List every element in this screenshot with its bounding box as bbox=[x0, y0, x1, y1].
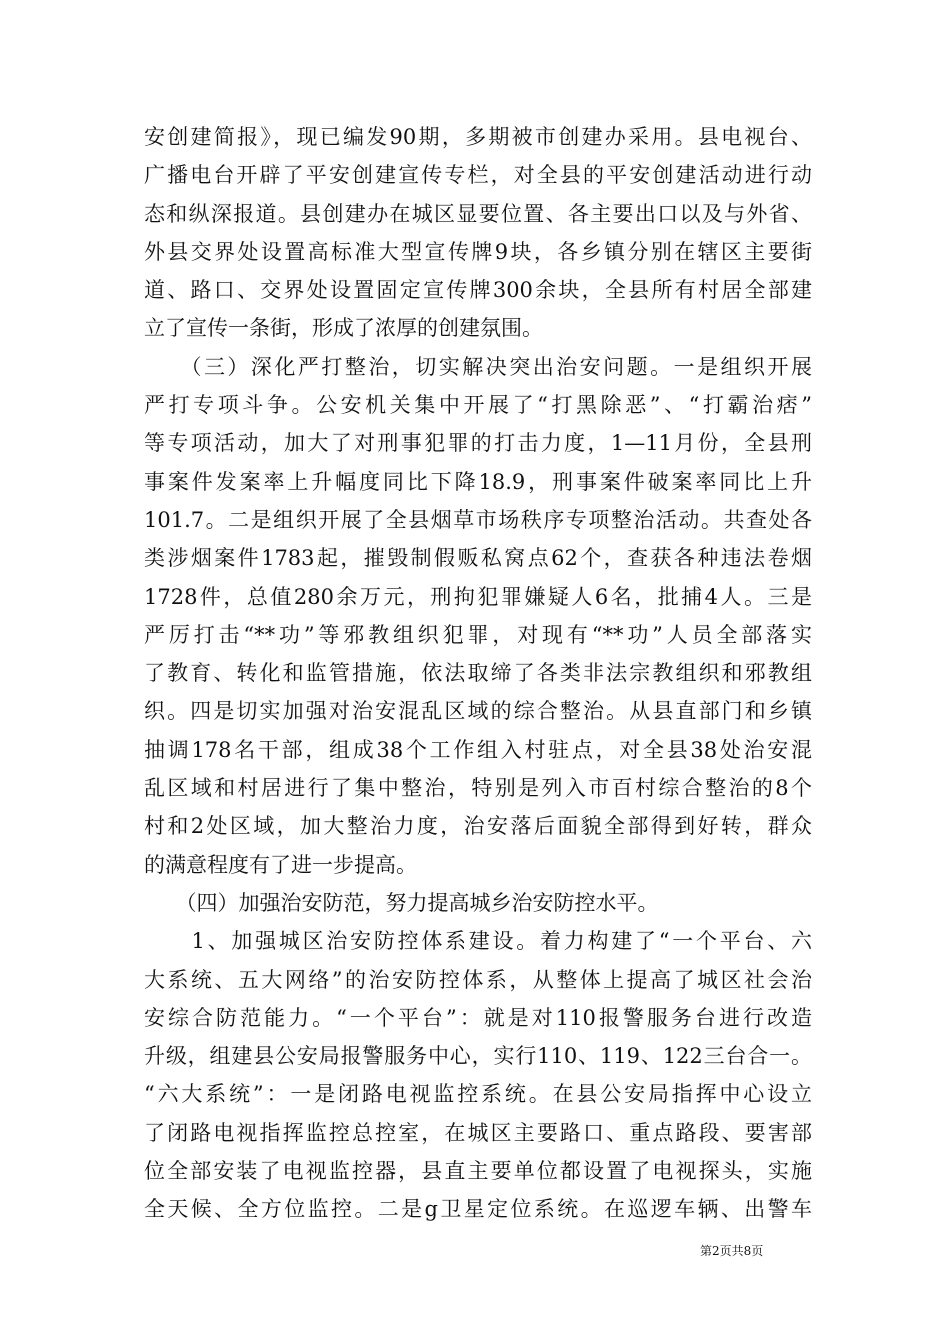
text-line: 态和纵深报道。县创建办在城区显要位置、各主要出口以及与外省、 bbox=[144, 201, 812, 226]
text-line: 立了宣传一条街，形成了浓厚的创建氛围。 bbox=[144, 316, 543, 341]
text-line: 全天候、全方位监控。二是g卫星定位系统。在巡逻车辆、出警车 bbox=[144, 1197, 812, 1222]
text-line: 安创建简报》，现已编发90期，多期被市创建办采用。县电视台、 bbox=[144, 125, 812, 149]
text-line: 广播电台开辟了平安创建宣传专栏，对全县的平安创建活动进行动 bbox=[144, 163, 812, 188]
text-line: 乱区域和村居进行了集中整治，特别是列入市百村综合整治的8个 bbox=[144, 776, 812, 801]
text-line: 等专项活动，加大了对刑事犯罪的打击力度，1—11月份，全县刑 bbox=[144, 431, 812, 456]
page-number: 第2页共8页 bbox=[700, 1244, 764, 1258]
text-line: 外县交界处设置高标准大型宣传牌9块，各乡镇分别在辖区主要街 bbox=[144, 239, 812, 264]
text-line: 织。四是切实加强对治安混乱区域的综合整治。从县直部门和乡镇 bbox=[144, 699, 812, 724]
text-line: 1728件，总值280余万元，刑拘犯罪嫌疑人6名，批捕4人。三是 bbox=[144, 584, 812, 609]
text-line: 村和2处区域，加大整治力度，治安落后面貌全部得到好转，群众 bbox=[144, 814, 812, 839]
text-line: （四）加强治安防范，努力提高城乡治安防控水平。 bbox=[144, 890, 659, 915]
text-line: 的满意程度有了进一步提高。 bbox=[144, 852, 417, 877]
document-body bbox=[144, 118, 812, 1229]
text-line: 101.7。二是组织开展了全县烟草市场秩序专项整治活动。共查处各 bbox=[144, 507, 812, 532]
text-line: 抽调178名干部，组成38个工作组入村驻点，对全县38处治安混 bbox=[144, 737, 812, 762]
text-line: 严厉打击“**功”等邪教组织犯罪，对现有“**功”人员全部落实 bbox=[144, 622, 812, 647]
text-line: 了闭路电视指挥监控总控室，在城区主要路口、重点路段、要害部 bbox=[144, 1120, 812, 1145]
text-line: 类涉烟案件1783起，摧毁制假贩私窝点62个，查获各种违法卷烟 bbox=[144, 546, 812, 571]
text-line: （三）深化严打整治，切实解决突出治安问题。一是组织开展 bbox=[144, 354, 812, 379]
text-line: 事案件发案率上升幅度同比下降18.9，刑事案件破案率同比上升 bbox=[144, 469, 812, 494]
text-line: “六大系统”：一是闭路电视监控系统。在县公安局指挥中心设立 bbox=[144, 1082, 812, 1107]
text-line: 位全部安装了电视监控器，县直主要单位都设置了电视探头，实施 bbox=[144, 1159, 812, 1184]
text-line: 安综合防范能力。“一个平台”：就是对110报警服务台进行改造 bbox=[144, 1005, 812, 1030]
text-line: 严打专项斗争。公安机关集中开展了“打黑除恶”、“打霸治痞” bbox=[144, 393, 812, 418]
text-line: 道、路口、交界处设置固定宣传牌300余块，全县所有村居全部建 bbox=[144, 278, 812, 303]
text-line: 1、加强城区治安防控体系建设。着力构建了“一个平台、六 bbox=[144, 929, 812, 954]
text-line: 了教育、转化和监管措施，依法取缔了各类非法宗教组织和邪教组 bbox=[144, 661, 812, 686]
text-line: 大系统、五大网络”的治安防控体系，从整体上提高了城区社会治 bbox=[144, 967, 812, 992]
text-line: 升级，组建县公安局报警服务中心，实行110、119、122三台合一。 bbox=[144, 1044, 812, 1069]
